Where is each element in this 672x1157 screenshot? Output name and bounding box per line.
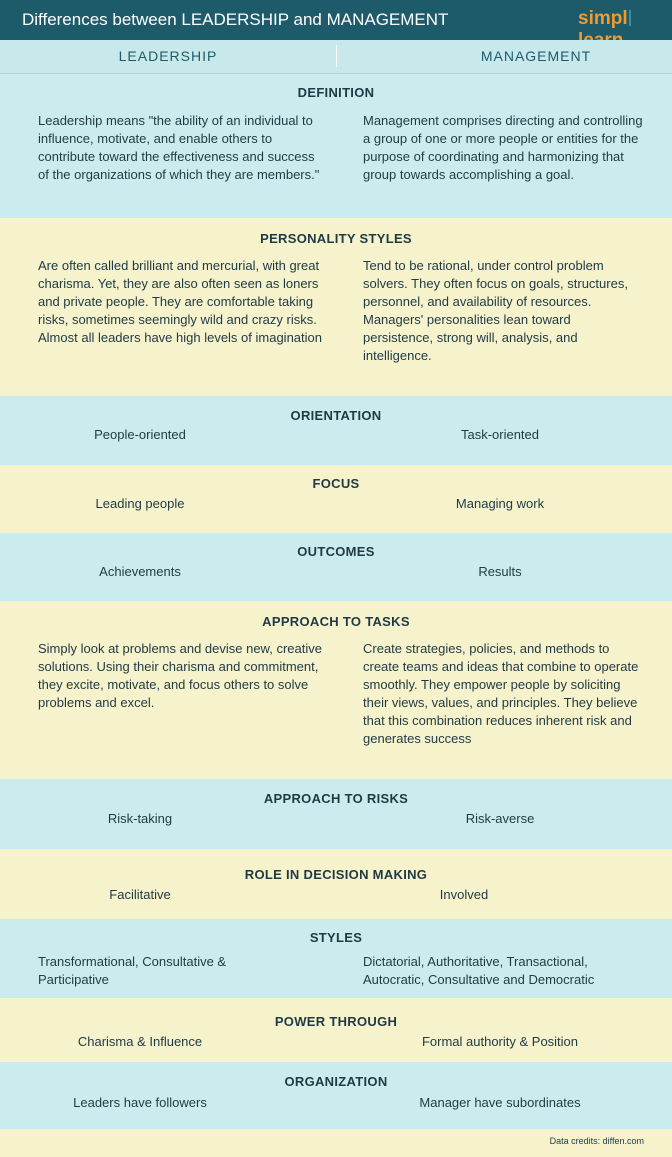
section-heading: ORGANIZATION (284, 1074, 388, 1089)
section-approach-to-risks (0, 779, 672, 849)
management-text: Task-oriented (460, 427, 540, 442)
leadership-text: Facilitative (109, 887, 171, 902)
management-text: Create strategies, policies, and methods to create teams and ideas that combine to operate smoothly. They empower people by soliciting their views, values, and principles. They believe that this combination reduces inherent risk and generates success (363, 641, 639, 746)
section-heading: APPROACH TO TASKS (262, 614, 410, 629)
section-focus (0, 465, 672, 533)
section-orientation (0, 396, 672, 465)
management-text: Manager have subordinates (419, 1095, 581, 1110)
section-heading: DEFINITION (297, 85, 375, 100)
column-divider (336, 45, 337, 67)
management-text: Tend to be rational, under control problem solvers. They often focus on goals, structures, personnel, and availability of resources. Managers' personalities lean toward persistence, strong will, analysis, and intelligence. (363, 258, 628, 363)
section-heading: POWER THROUGH (274, 1014, 398, 1029)
header-bar (0, 0, 672, 40)
leadership-text: Transformational, Consultative & Participative (38, 954, 227, 987)
section-heading: PERSONALITY STYLES (260, 231, 412, 246)
leadership-text: People-oriented (94, 427, 186, 442)
leadership-text: Leading people (95, 496, 185, 511)
section-role-in-decision-making (0, 849, 672, 919)
page-title: Differences between LEADERSHIP and MANAGEMENT (22, 10, 449, 29)
management-text: Formal authority & Position (421, 1034, 579, 1049)
leadership-text: Leadership means "the ability of an individual to influence, motivate, and enable others to contribute toward the effectiveness and success of the organizations of which they are members." (38, 113, 320, 182)
section-organization (0, 1062, 672, 1129)
column-headers (0, 40, 672, 74)
section-heading: ROLE IN DECISION MAKING (244, 867, 428, 882)
section-outcomes (0, 533, 672, 601)
section-definition (0, 74, 672, 218)
section-heading: OUTCOMES (297, 544, 375, 559)
management-text: Results (478, 564, 522, 579)
management-text: Management comprises directing and controlling a group of one or more people or entities for the purpose of coordinating and harmonizing that group towards accomplishing a goal. (363, 113, 643, 182)
leadership-text: Leaders have followers (73, 1095, 207, 1110)
data-credits: Data credits: diffen.com (549, 1136, 644, 1146)
management-text: Risk-averse (465, 811, 535, 826)
management-text: Involved (439, 887, 489, 902)
section-heading: STYLES (309, 930, 363, 945)
management-text: Managing work (455, 496, 545, 511)
leadership-text: Simply look at problems and devise new, creative solutions. Using their charisma and commitment, they excite, motivate, and focus others to solve problems and excel. (38, 641, 322, 710)
section-approach-to-tasks (0, 601, 672, 779)
section-heading: FOCUS (312, 476, 360, 491)
column-header-management: MANAGEMENT (480, 48, 592, 64)
section-heading: APPROACH TO RISKS (263, 791, 409, 806)
section-personality-styles (0, 218, 672, 396)
section-styles (0, 919, 672, 998)
leadership-text: Are often called brilliant and mercurial, with great charisma. Yet, they are also often seen as loners and private people. They are comfortable taking risks, sometimes seemingly wild and crazy risks. Almost all leaders have high levels of imagination (38, 258, 322, 345)
simplilearn-logo: simpl (578, 8, 672, 52)
section-heading: ORIENTATION (290, 408, 382, 423)
management-text: Dictatorial, Authoritative, Transactional, Autocratic, Consultative and Democratic (363, 954, 595, 987)
section-power-through (0, 998, 672, 1062)
leadership-text: Risk-taking (107, 811, 173, 826)
column-header-leadership: LEADERSHIP (118, 48, 218, 64)
leadership-text: Charisma & Influence (77, 1034, 203, 1049)
leadership-text: Achievements (99, 564, 181, 579)
